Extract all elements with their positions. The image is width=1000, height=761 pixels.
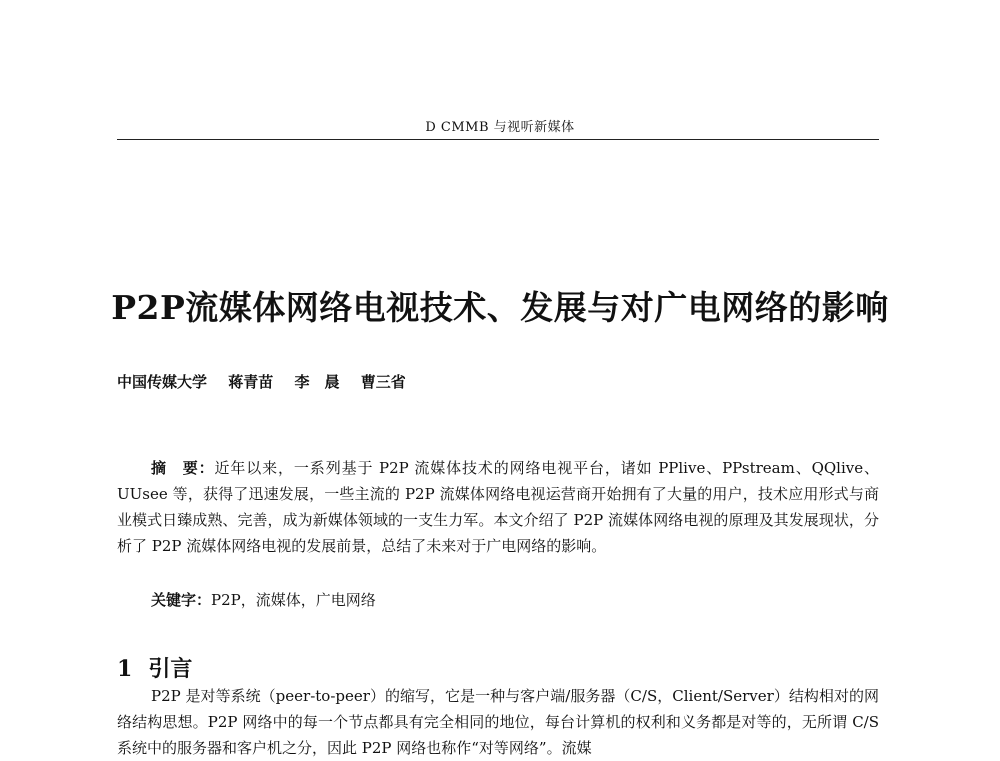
- keywords: [151, 589, 376, 610]
- author-line: [117, 371, 422, 392]
- author-affiliation: 中国传媒大学: [117, 373, 208, 391]
- abstract-text: 近年以来，一系列基于 P2P 流媒体技术的网络电视平台，诸如 PPlive、PPstream、QQlive、UUsee 等，获得了迅速发展，一些主流的 P2P 流媒体网络电视运营商开始拥有了大量的用户，技术应用形式与商业模式日臻成熟、完善，成为新媒体领域的一支生力军。本文介绍了 P2P 流媒体网络电视的原理及其发展现状，分析了 P2P 流媒体网络电视的发展前景，总结了未来对于广电网络的影响。: [117, 459, 879, 555]
- author-name: 蒋青苗: [228, 373, 274, 391]
- body-paragraph: P2P 是对等系统（peer-to-peer）的缩写，它是一种与客户端/服务器（C/S，Client/Server）结构相对的网络结构思想。P2P 网络中的每一个节点都具有完全相同的地位，每台计算机的权利和义务都是对等的，无所谓 C/S 系统中的服务器和客户机之分，因此 P2P 网络也称作“对等网络”。流媒: [117, 687, 879, 757]
- section-title: 引言: [148, 656, 193, 682]
- header-rule: [117, 139, 879, 140]
- author-name: 曹三省: [360, 373, 406, 391]
- paper-title: P2P流媒体网络电视技术、发展与对广电网络的影响: [111, 288, 889, 327]
- section-number: 1: [117, 656, 133, 682]
- abstract-label: 摘 要：: [151, 459, 215, 477]
- section-heading: [117, 652, 192, 683]
- keywords-text: P2P，流媒体，广电网络: [211, 591, 376, 609]
- abstract: [117, 455, 879, 559]
- author-name: 李 晨: [294, 373, 340, 391]
- running-header: D CMMB 与视听新媒体: [425, 120, 575, 135]
- keywords-label: 关键字：: [151, 591, 212, 609]
